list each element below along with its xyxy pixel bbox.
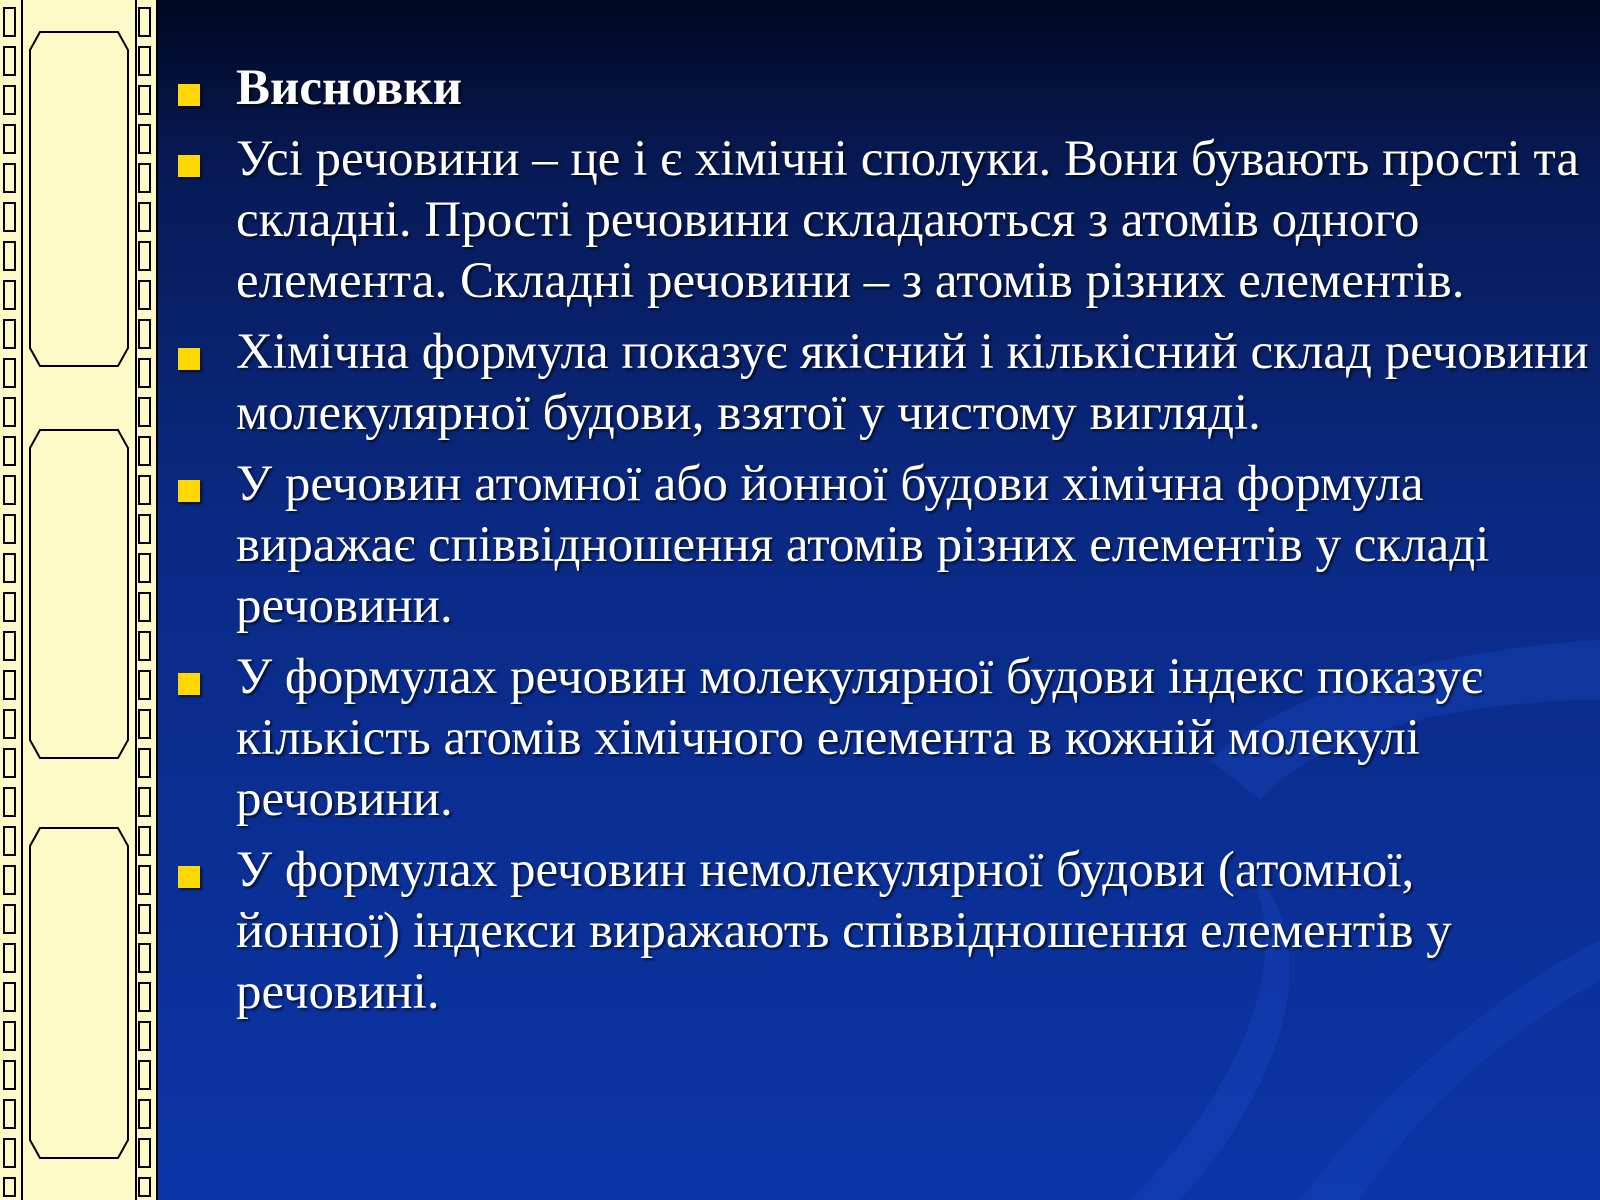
sprocket-hole-right xyxy=(139,827,150,855)
sprocket-hole-left xyxy=(4,788,15,816)
bullet-text-3: У речовин атомної або йонної будови хімічна формула виражає співвідношення атомів різних елементів у складі речовини. xyxy=(236,456,1490,634)
bullet-text-2: Хімічна формула показує якісний і кількісний склад речовини молекулярної будови, взятої у чистому вигляді. xyxy=(236,324,1589,441)
sprocket-hole-left xyxy=(4,1139,15,1167)
sprocket-hole-right xyxy=(139,983,150,1011)
sprocket-hole-left xyxy=(4,1061,15,1089)
sprocket-hole-right xyxy=(139,866,150,894)
square-bullet-icon xyxy=(178,866,200,888)
sprocket-hole-right xyxy=(139,437,150,465)
sprocket-hole-right xyxy=(139,1061,150,1089)
bullet-item-1 xyxy=(170,129,1590,312)
sprocket-hole-right xyxy=(139,86,150,114)
bullet-item-4 xyxy=(170,647,1590,830)
sprocket-hole-right xyxy=(139,476,150,504)
sprocket-hole-right xyxy=(139,632,150,660)
sprocket-hole-left xyxy=(4,1178,15,1196)
bullet-item-5 xyxy=(170,840,1590,1023)
sprocket-hole-right xyxy=(139,281,150,309)
square-bullet-icon xyxy=(178,480,200,502)
sprocket-hole-left xyxy=(4,593,15,621)
bullet-item-2 xyxy=(170,322,1590,444)
sprocket-hole-left xyxy=(4,749,15,777)
film-frame xyxy=(30,32,128,366)
square-bullet-icon xyxy=(178,155,200,177)
sprocket-hole-right xyxy=(139,125,150,153)
bullet-text-5: У формулах речовин немолекулярної будови (атомної, йонної) індекси виражають співвідношення елементів у речовині. xyxy=(236,842,1452,1020)
sprocket-hole-left xyxy=(4,905,15,933)
square-bullet-icon xyxy=(178,84,200,106)
sprocket-hole-left xyxy=(4,476,15,504)
sprocket-hole-right xyxy=(139,164,150,192)
sprocket-hole-left xyxy=(4,437,15,465)
bullet-item-3 xyxy=(170,454,1590,637)
sprocket-hole-left xyxy=(4,8,15,36)
sprocket-hole-right xyxy=(139,593,150,621)
sprocket-hole-right xyxy=(139,47,150,75)
sprocket-hole-right xyxy=(139,320,150,348)
sprocket-hole-left xyxy=(4,398,15,426)
sprocket-hole-left xyxy=(4,203,15,231)
slide-content xyxy=(170,58,1590,1033)
bullet-text-4: У формулах речовин молекулярної будови індекс показує кількість атомів хімічного елемента в кожній молекулі речовини. xyxy=(236,649,1483,827)
sprocket-hole-right xyxy=(139,671,150,699)
sprocket-hole-right xyxy=(139,710,150,738)
sprocket-hole-left xyxy=(4,359,15,387)
sprocket-hole-right xyxy=(139,359,150,387)
sprocket-hole-left xyxy=(4,710,15,738)
sprocket-hole-right xyxy=(139,515,150,543)
slide-heading-item xyxy=(170,58,1590,119)
sprocket-hole-right xyxy=(139,1178,150,1196)
sprocket-hole-left xyxy=(4,242,15,270)
sprocket-hole-right xyxy=(139,1022,150,1050)
sprocket-hole-left xyxy=(4,320,15,348)
sprocket-hole-left xyxy=(4,827,15,855)
square-bullet-icon xyxy=(178,348,200,370)
sprocket-hole-right xyxy=(139,944,150,972)
sprocket-hole-left xyxy=(4,1100,15,1128)
sprocket-hole-left xyxy=(4,944,15,972)
sprocket-hole-left xyxy=(4,281,15,309)
sprocket-hole-right xyxy=(139,554,150,582)
sprocket-hole-left xyxy=(4,164,15,192)
bullet-text-1: Усі речовини – це і є хімічні сполуки. Вони бувають прості та складні. Прості речовини складаються з атомів одного елемента. Складні речовини – з атомів різних елементів. xyxy=(236,131,1580,309)
sprocket-hole-right xyxy=(139,203,150,231)
sprocket-hole-right xyxy=(139,749,150,777)
sprocket-hole-right xyxy=(139,398,150,426)
sprocket-hole-left xyxy=(4,983,15,1011)
sprocket-hole-left xyxy=(4,632,15,660)
film-strip-decoration xyxy=(0,0,158,1200)
sprocket-hole-left xyxy=(4,86,15,114)
film-frame xyxy=(30,828,128,1158)
sprocket-hole-right xyxy=(139,1100,150,1128)
sprocket-hole-right xyxy=(139,788,150,816)
sprocket-hole-left xyxy=(4,554,15,582)
square-bullet-icon xyxy=(178,673,200,695)
sprocket-hole-left xyxy=(4,125,15,153)
sprocket-hole-right xyxy=(139,1139,150,1167)
sprocket-hole-right xyxy=(139,242,150,270)
sprocket-hole-right xyxy=(139,905,150,933)
film-frame xyxy=(30,430,128,758)
sprocket-hole-left xyxy=(4,1022,15,1050)
slide-heading: Висновки xyxy=(236,60,462,116)
sprocket-hole-left xyxy=(4,515,15,543)
sprocket-hole-right xyxy=(139,8,150,36)
sprocket-hole-left xyxy=(4,671,15,699)
sprocket-hole-left xyxy=(4,866,15,894)
sprocket-hole-left xyxy=(4,47,15,75)
